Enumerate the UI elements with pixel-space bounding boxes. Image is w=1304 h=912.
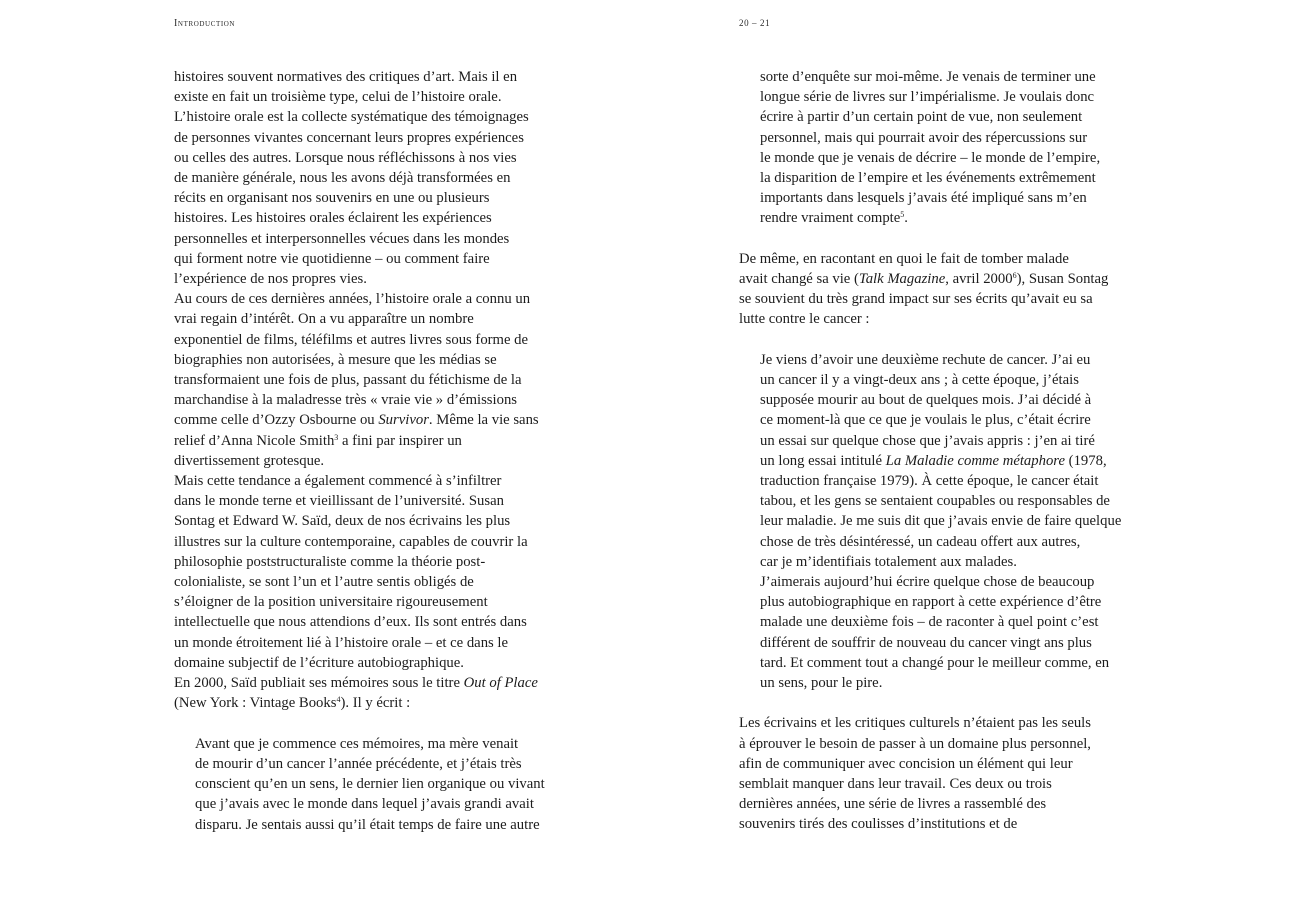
quote-line — [739, 128, 1139, 148]
line-text: rendre vraiment compte — [760, 210, 901, 227]
text-line — [174, 511, 574, 531]
quote-line — [739, 491, 1139, 511]
text-line — [739, 774, 1139, 794]
line-text: relief d’Anna Nicole Smith — [174, 432, 335, 449]
quote-line — [739, 390, 1139, 410]
right-page-text-column — [739, 67, 1139, 835]
footnote-marker: 6 — [1012, 271, 1017, 281]
quote-line — [739, 431, 1139, 451]
line-text-continued: . — [904, 210, 908, 227]
text-line — [174, 612, 574, 632]
line-text: un sens, pour le pire. — [760, 675, 883, 692]
text-line — [739, 269, 1139, 289]
line-text: leur maladie. Je me suis dit que j’avais envie de faire quelque — [760, 513, 1122, 530]
line-text: Sontag et Edward W. Saïd, deux de nos écrivains les plus — [174, 513, 511, 530]
line-text: supposée mourir au bout de quelques mois. J’ai décidé à — [760, 392, 1092, 409]
text-line — [174, 592, 574, 612]
text-line — [174, 128, 574, 148]
line-text: malade une deuxième fois – de raconter à quel point c’est — [760, 614, 1099, 631]
line-text: dernières années, une série de livres a rassemblé des — [739, 796, 1047, 813]
line-text: souvenirs tirés des coulisses d’institutions et de — [739, 816, 1018, 833]
line-text: à éprouver le besoin de passer à un domaine plus personnel, — [739, 735, 1091, 752]
line-text: L’histoire orale est la collecte systématique des témoignages — [174, 109, 529, 126]
text-line — [174, 188, 574, 208]
text-line — [174, 269, 574, 289]
line-text: ou celles des autres. Lorsque nous réfléchissons à nos vies — [174, 149, 517, 166]
left-page-text-column — [174, 67, 574, 835]
line-text: de manière générale, nous les avons déjà transformées en — [174, 170, 511, 187]
quote-line — [174, 754, 574, 774]
text-line — [174, 390, 574, 410]
line-text: semblait manquer dans leur travail. Ces deux ou trois — [739, 776, 1052, 793]
line-text: vrai regain d’intérêt. On a vu apparaître un nombre — [174, 311, 474, 328]
line-text: Je viens d’avoir une deuxième rechute de cancer. J’ai eu — [760, 351, 1091, 368]
line-text: exponentiel de films, téléfilms et autres livres sous forme de — [174, 331, 529, 348]
line-text-continued: ), Susan Sontag — [1016, 271, 1109, 288]
line-text: lutte contre le cancer : — [739, 311, 870, 328]
footnote-marker: 5 — [900, 210, 905, 220]
quote-line — [739, 612, 1139, 632]
text-line — [739, 309, 1139, 329]
text-line — [174, 168, 574, 188]
text-line — [174, 410, 574, 430]
text-line — [739, 814, 1139, 834]
paragraph-gap — [174, 714, 574, 734]
line-text: De même, en racontant en quoi le fait de tomber malade — [739, 250, 1069, 267]
line-text: colonialiste, se sont l’un et l’autre sentis obligés de — [174, 574, 474, 591]
quote-line — [739, 350, 1139, 370]
line-text: Avant que je commence ces mémoires, ma mère venait — [195, 735, 519, 752]
line-text: afin de communiquer avec concision un élément qui leur — [739, 755, 1073, 772]
running-head-page-numbers: 20 – 21 — [739, 18, 771, 28]
text-line — [174, 289, 574, 309]
paragraph-gap — [739, 229, 1139, 249]
text-line — [174, 350, 574, 370]
line-text: l’expérience de nos propres vies. — [174, 271, 367, 288]
line-text-continued: , avril 2000 — [945, 271, 1013, 288]
line-text: un cancer il y a vingt-deux ans ; à cette époque, j’étais — [760, 372, 1079, 389]
line-text: Au cours de ces dernières années, l’histoire orale a connu un — [174, 291, 531, 308]
line-text: se souvient du très grand impact sur ses écrits qu’avait eu sa — [739, 291, 1093, 308]
quote-line — [739, 532, 1139, 552]
quote-line — [174, 815, 574, 835]
text-line — [174, 451, 574, 471]
text-line — [174, 229, 574, 249]
text-line — [174, 87, 574, 107]
line-text: car je m’identifiais totalement aux malades. — [760, 553, 1017, 570]
quote-line — [739, 410, 1139, 430]
line-text: différent de souffrir de nouveau du cancer vingt ans plus — [760, 634, 1092, 651]
line-text-continued: ). Il y écrit : — [340, 695, 411, 712]
footnote-marker: 4 — [336, 695, 341, 705]
line-text: ce moment-là que ce que je voulais le plus, c’était écrire — [760, 412, 1091, 429]
line-text: personnel, mais qui pourrait avoir des répercussions sur — [760, 129, 1088, 146]
quote-line — [739, 592, 1139, 612]
running-head-section-title: Introduction — [174, 18, 236, 29]
line-text: sorte d’enquête sur moi-même. Je venais de terminer une — [760, 69, 1096, 85]
line-text: traduction française 1979). À cette époque, le cancer était — [760, 473, 1099, 490]
quote-line — [739, 451, 1139, 471]
line-text: de personnes vivantes concernant leurs propres expériences — [174, 129, 524, 146]
paragraph-gap — [739, 330, 1139, 350]
text-line — [174, 370, 574, 390]
quote-line — [739, 87, 1139, 107]
text-line — [174, 249, 574, 269]
text-line — [739, 794, 1139, 814]
line-text: récits en organisant nos souvenirs en une ou plusieurs — [174, 190, 490, 207]
paragraph-gap — [739, 693, 1139, 713]
line-text: avait changé sa vie ( — [739, 271, 859, 288]
line-text: histoires souvent normatives des critiques d’art. Mais il en — [174, 69, 518, 85]
line-text: importants dans lesquels j’avais été impliqué sans m’en — [760, 190, 1087, 207]
quote-line — [739, 653, 1139, 673]
line-text: s’éloigner de la position universitaire rigoureusement — [174, 594, 488, 611]
line-text: (New York : Vintage Books — [174, 695, 337, 712]
line-text: le monde que je venais de décrire – le monde de l’empire, — [760, 149, 1101, 166]
quote-line — [739, 168, 1139, 188]
text-line — [174, 532, 574, 552]
text-line — [174, 471, 574, 491]
line-text: Mais cette tendance a également commencé à s’infiltrer — [174, 473, 502, 490]
line-text: biographies non autorisées, à mesure que les médias se — [174, 351, 497, 368]
line-text: de mourir d’un cancer l’année précédente, et j’étais très — [195, 755, 522, 772]
text-line — [739, 289, 1139, 309]
line-text: disparu. Je sentais aussi qu’il était temps de faire une autre — [195, 816, 540, 833]
line-text: personnelles et interpersonnelles vécues dans les mondes — [174, 230, 510, 247]
quote-line — [739, 633, 1139, 653]
italic-title: La Maladie comme métaphore — [885, 452, 1065, 469]
line-text: histoires. Les histoires orales éclairent les expériences — [174, 210, 492, 227]
quote-line — [174, 794, 574, 814]
italic-title: Survivor — [378, 412, 429, 429]
line-text: que j’avais avec le monde dans lequel j’avais grandi avait — [195, 796, 534, 813]
line-text: qui forment notre vie quotidienne – ou comment faire — [174, 250, 490, 267]
line-text: tabou, et les gens se sentaient coupables ou responsables de — [760, 493, 1110, 510]
text-line — [739, 249, 1139, 269]
quote-line — [739, 673, 1139, 693]
text-line — [174, 431, 574, 451]
line-text: existe en fait un troisième type, celui de l’histoire orale. — [174, 89, 502, 106]
line-text: J’aimerais aujourd’hui écrire quelque chose de beaucoup — [760, 574, 1095, 591]
quote-line — [739, 67, 1139, 87]
text-line — [174, 693, 574, 713]
quote-line — [739, 148, 1139, 168]
line-text: tard. Et comment tout a changé pour le meilleur comme, en — [760, 654, 1110, 671]
line-text: Les écrivains et les critiques culturels n’étaient pas les seuls — [739, 715, 1091, 732]
quote-line — [739, 208, 1139, 228]
quote-line — [174, 774, 574, 794]
line-text: marchandise à la maladresse très « vraie vie » d’émissions — [174, 392, 517, 409]
text-line — [174, 107, 574, 127]
line-text: chose de très désintéressé, un cadeau offert aux autres, — [760, 533, 1081, 550]
quote-line — [739, 107, 1139, 127]
quote-line — [174, 734, 574, 754]
line-text: un monde étroitement lié à l’histoire orale – et ce dans le — [174, 634, 509, 651]
quote-line — [739, 370, 1139, 390]
line-text: divertissement grotesque. — [174, 452, 325, 469]
quote-line — [739, 188, 1139, 208]
line-text: un essai sur quelque chose que j’avais appris : j’en ai tiré — [760, 432, 1095, 449]
text-line — [174, 633, 574, 653]
footnote-marker: 3 — [334, 432, 339, 442]
line-text: domaine subjectif de l’écriture autobiographique. — [174, 654, 464, 671]
line-text: philosophie poststructuraliste comme la théorie post- — [174, 553, 486, 570]
line-text: dans le monde terne et vieillissant de l’université. Susan — [174, 493, 504, 510]
text-line — [174, 309, 574, 329]
quote-line — [739, 511, 1139, 531]
line-text: intellectuelle que nous attendions d’eux. Ils sont entrés dans — [174, 614, 527, 631]
text-line — [174, 552, 574, 572]
text-line — [174, 208, 574, 228]
line-text: conscient qu’en un sens, le dernier lien organique ou vivant — [195, 776, 545, 793]
line-text: longue série de livres sur l’impérialisme. Je voulais donc — [760, 89, 1095, 106]
line-text: plus autobiographique en rapport à cette expérience d’être — [760, 594, 1102, 611]
text-line — [174, 330, 574, 350]
line-text: la disparition de l’empire et les événements extrêmement — [760, 170, 1096, 187]
text-line — [174, 67, 574, 87]
line-text-continued: . Même la vie sans — [428, 412, 539, 429]
text-line — [739, 713, 1139, 733]
italic-title: Talk Magazine — [858, 271, 946, 288]
text-line — [739, 754, 1139, 774]
line-text-continued: a fini par inspirer un — [338, 432, 462, 449]
line-text: écrire à partir d’un certain point de vue, non seulement — [760, 109, 1083, 126]
quote-line — [739, 572, 1139, 592]
text-line — [174, 653, 574, 673]
line-text: comme celle d’Ozzy Osbourne ou — [174, 412, 379, 429]
text-line — [174, 491, 574, 511]
text-line — [174, 673, 574, 693]
quote-line — [739, 552, 1139, 572]
text-line — [174, 148, 574, 168]
line-text: illustres sur la culture contemporaine, capables de couvrir la — [174, 533, 528, 550]
text-line — [174, 572, 574, 592]
line-text-continued: (1978, — [1065, 452, 1107, 469]
line-text: En 2000, Saïd publiait ses mémoires sous le titre — [174, 675, 464, 692]
text-line — [739, 734, 1139, 754]
italic-title: Out of Place — [463, 675, 538, 692]
line-text: transformaient une fois de plus, passant du fétichisme de la — [174, 372, 522, 389]
line-text: un long essai intitulé — [760, 452, 886, 469]
quote-line — [739, 471, 1139, 491]
